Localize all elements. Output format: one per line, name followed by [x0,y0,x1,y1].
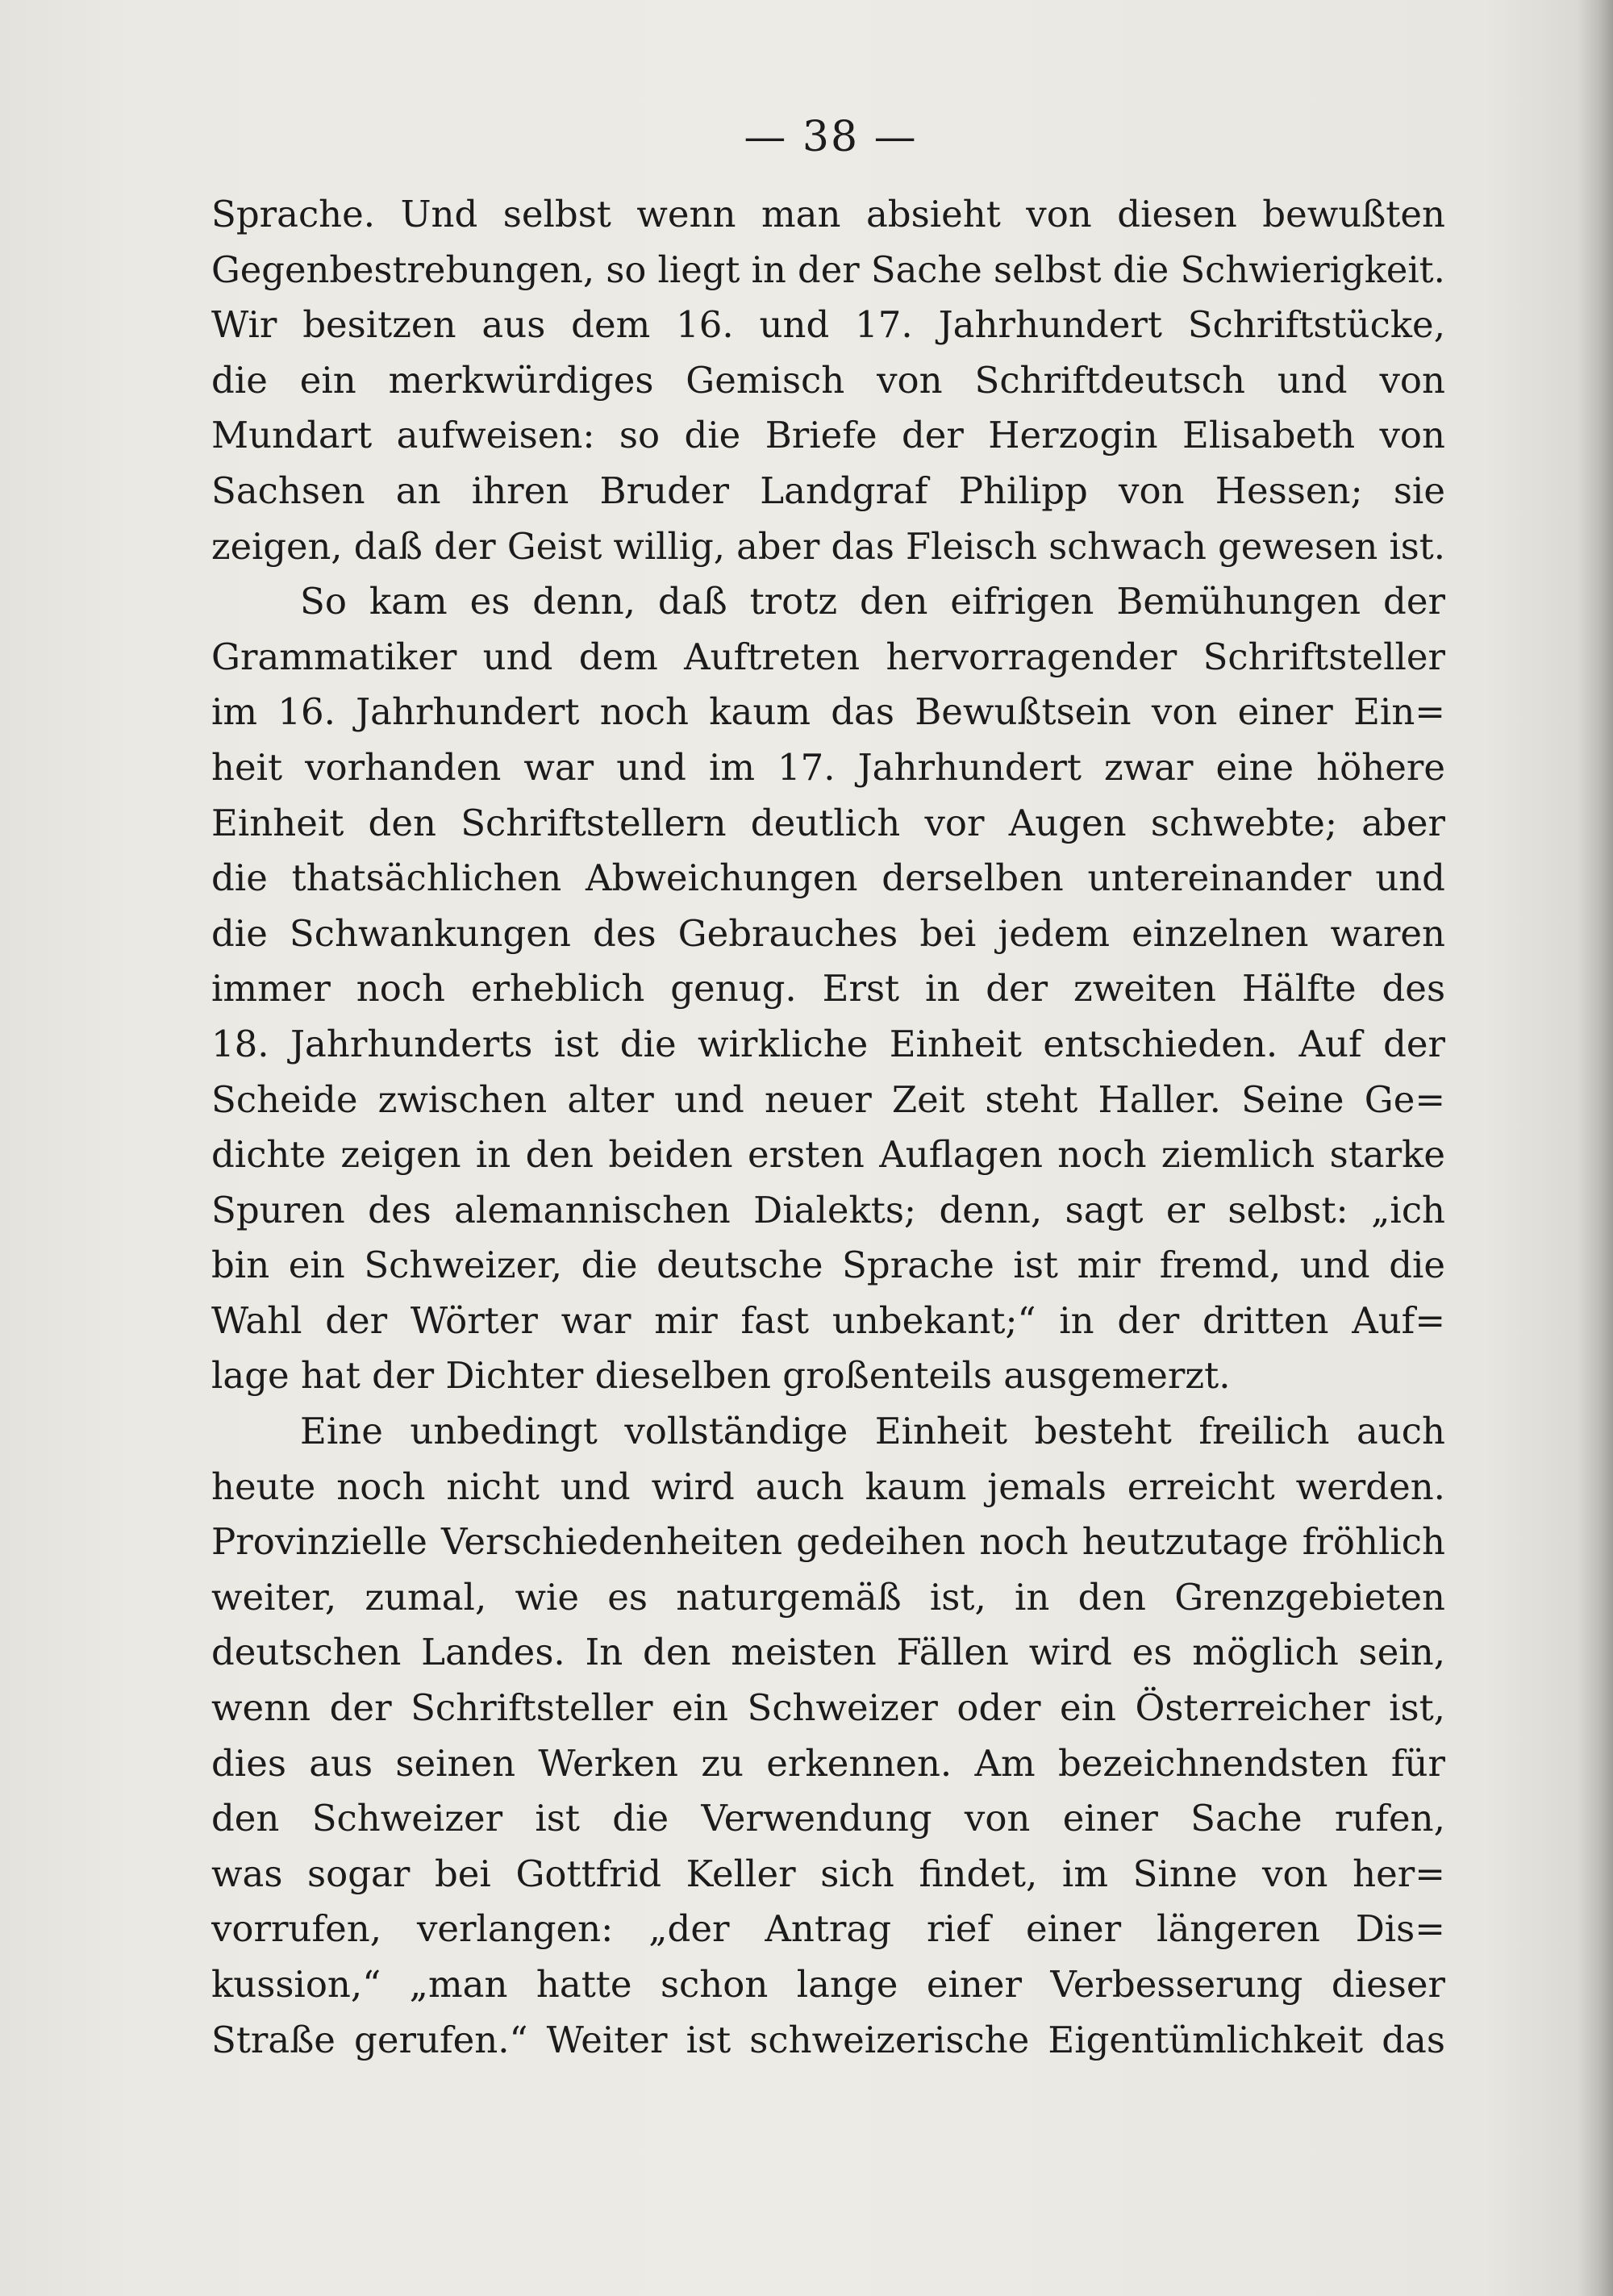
text-line: zeigen, daß der Geist willig, aber das Fleisch schwach gewesen ist. [211,524,1445,568]
text-line: die Schwankungen des Gebrauches bei jedem einzelnen waren [211,911,1445,955]
text-line: Wahl der Wörter war mir fast unbekant;“ in der dritten Auf= [211,1298,1445,1342]
text-line: heit vorhanden war und im 17. Jahrhundert zwar eine höhere [211,745,1445,789]
text-line: Provinzielle Verschiedenheiten gedeihen noch heutzutage fröhlich [211,1520,1445,1564]
text-line: die ein merkwürdiges Gemisch von Schriftdeutsch und von [211,358,1445,402]
text-line: kussion,“ „man hatte schon lange einer Verbesserung dieser [211,1963,1445,2006]
text-line: vorrufen, verlangen: „der Antrag rief einer längeren Dis= [211,1907,1445,1951]
text-line: Sprache. Und selbst wenn man absieht von diesen bewußten [211,193,1445,235]
text-line: was sogar bei Gottfrid Keller sich findet, im Sinne von her= [211,1852,1445,1895]
text-line: Grammatiker und dem Auftreten hervorragender Schriftsteller [211,635,1445,678]
text-line: Straße gerufen.“ Weiter ist schweizerische Eigentümlichkeit das [211,2018,1445,2061]
text-line: lage hat der Dichter dieselben großenteils ausgemerzt. [211,1354,1231,1398]
text-line: die thatsächlichen Abweichungen derselben untereinander und [211,856,1445,900]
text-line: dichte zeigen in den beiden ersten Auflagen noch ziemlich starke [211,1133,1445,1177]
text-line: 18. Jahrhunderts ist die wirkliche Einheit entschieden. Auf der [211,1022,1445,1065]
text-line: dies aus seinen Werken zu erkennen. Am bezeichnendsten für [211,1741,1445,1785]
text-line: im 16. Jahrhundert noch kaum das Bewußtsein von einer Ein= [211,690,1445,734]
text-line: wenn der Schriftsteller ein Schweizer oder ein Österreicher ist, [211,1686,1445,1730]
text-line: So kam es denn, daß trotz den eifrigen Bemühungen der [300,580,1445,623]
text-line: heute noch nicht und wird auch kaum jemals erreicht werden. [211,1465,1445,1508]
text-line: den Schweizer ist die Verwendung von einer Sache rufen, [211,1797,1445,1840]
text-line: Eine unbedingt vollständige Einheit besteht freilich auch [300,1410,1445,1453]
text-line: Wir besitzen aus dem 16. und 17. Jahrhundert Schriftstücke, [211,303,1445,347]
text-line: Sachsen an ihren Bruder Landgraf Philipp von Hessen; sie [211,469,1445,512]
body-text [211,187,1445,2068]
text-line: Einheit den Schriftstellern deutlich vor Augen schwebte; aber [211,801,1445,844]
text-line: Scheide zwischen alter und neuer Zeit steht Haller. Seine Ge= [211,1077,1445,1121]
text-line: Gegenbestrebungen, so liegt in der Sache selbst die Schwierigkeit. [211,248,1445,291]
page-edge-shadow [1578,0,1613,2296]
text-line: Spuren des alemannischen Dialekts; denn, sagt er selbst: „ich [211,1188,1445,1231]
text-line: Mundart aufweisen: so die Briefe der Herzogin Elisabeth von [211,414,1445,457]
text-line: deutschen Landes. In den meisten Fällen wird es möglich sein, [211,1631,1445,1674]
text-line: weiter, zumal, wie es naturgemäß ist, in den Grenzgebieten [211,1575,1445,1619]
page-number: — 38 — [744,113,918,161]
text-line: bin ein Schweizer, die deutsche Sprache ist mir fremd, und die [211,1244,1445,1287]
text-line: immer noch erheblich genug. Erst in der zweiten Hälfte des [211,967,1445,1010]
